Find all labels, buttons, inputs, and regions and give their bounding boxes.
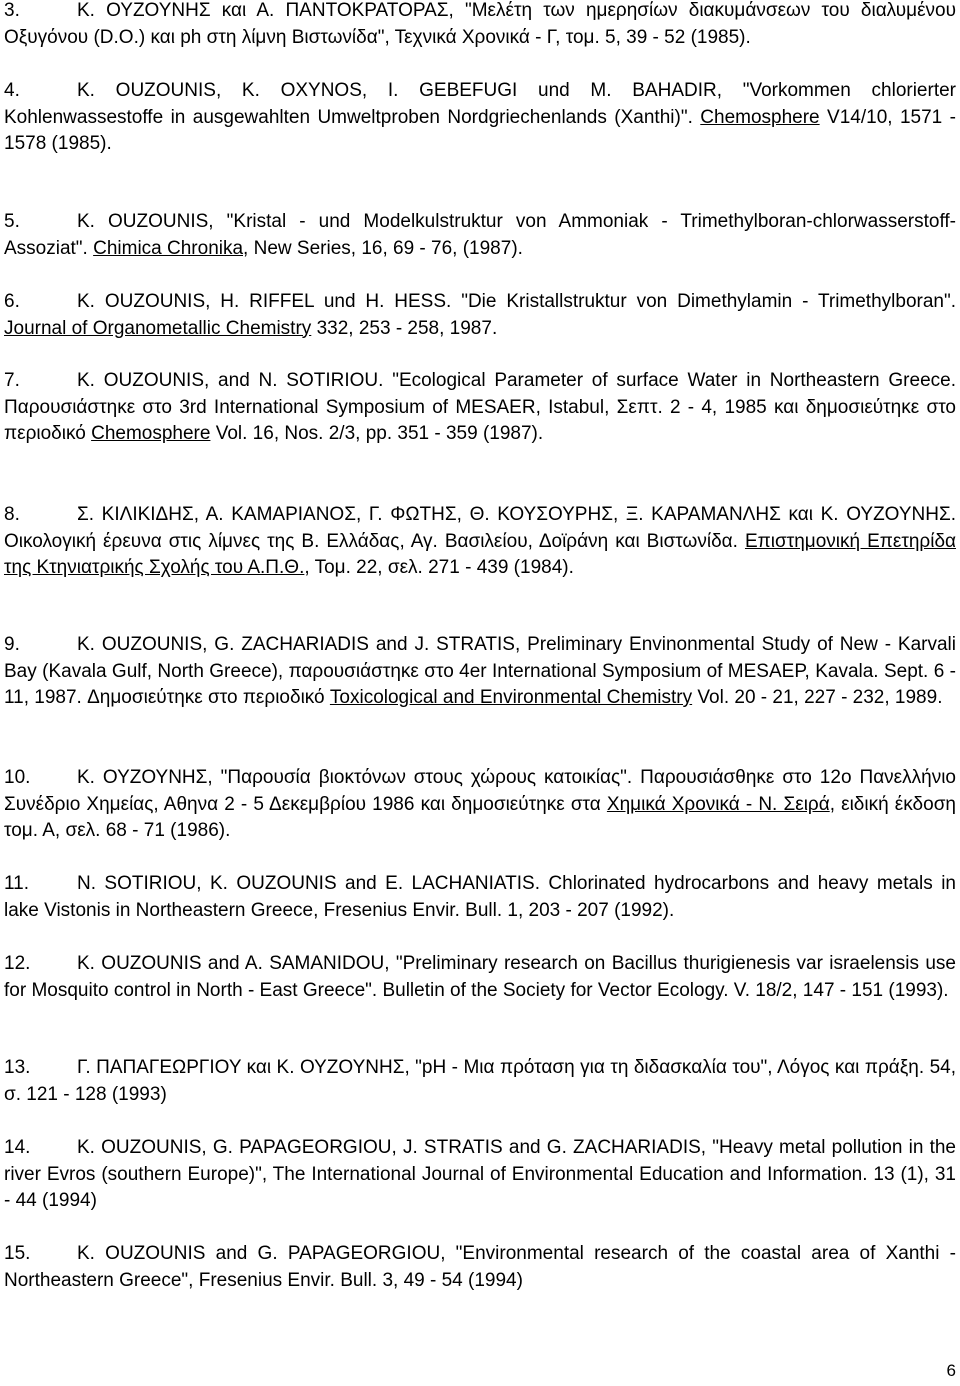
reference-text-tail: Vol. 20 - 21, 227 - 232, 1989. xyxy=(692,687,943,708)
journal-title: Chemosphere xyxy=(91,423,211,444)
reference-text: K. OUZOUNIS, H. RIFFEL und H. HESS. "Die Kristallstruktur von Dimethylamin - Trimethylboran". xyxy=(77,291,956,312)
journal-title: Toxicological and Environmental Chemistry xyxy=(329,687,693,708)
journal-title: Journal of Organometallic Chemistry xyxy=(4,317,312,339)
reference-text: K. OUZOUNIS and A. SAMANIDOU, "Preliminary research on Bacillus thurigienesis var israelensis use for Mosquito control in North - East Greece". Bulletin of the Society for Vector Ecology. V. 18/2, 147 - 151 (1993). xyxy=(4,953,956,1001)
reference-text: K. OUZOUNIS, "Kristal - und Modelkulstruktur von Ammoniak - Trimethylboran-chlorwasserstoff-Assoziat". xyxy=(4,211,956,259)
reference-number: 5. xyxy=(4,211,20,232)
reference-number: 3. xyxy=(4,0,20,21)
reference-text: K. OUZOUNIS, K. OXYNOS, I. GEBEFUGI und M. BAHADIR, "Vorkommen chlorierter Kohlenwassestoffe in ausgewahlten Umweltproben Nordgriechenlands (Xanthi)". xyxy=(4,80,956,128)
reference-11 xyxy=(4,871,956,924)
reference-6 xyxy=(4,289,956,342)
reference-number: 11. xyxy=(4,873,30,894)
reference-15 xyxy=(4,1241,956,1294)
reference-number: 14. xyxy=(4,1137,31,1158)
reference-text: Σ. ΚΙΛΙΚΙΔΗΣ, Α. ΚΑΜΑΡΙΑΝΟΣ, Γ. ΦΩΤΗΣ, Θ. ΚΟΥΣΟΥΡΗΣ, Ξ. ΚΑΡΑΜΑΝΛΗΣ και Κ. ΟΥΖΟΥΝΗΣ. Οικολογική έρευνα στις λίμνες της Β. Ελλάδας, Αγ. Βασιλείου, Δοϊράνη και Βιστωνίδα. xyxy=(4,504,956,552)
reference-3 xyxy=(4,0,956,51)
reference-14 xyxy=(4,1135,956,1215)
journal-title: Chimica Chronika, xyxy=(93,237,249,259)
page-number: 6 xyxy=(946,1361,956,1380)
reference-number: 10. xyxy=(4,767,31,788)
reference-text: Γ. ΠΑΠΑΓΕΩΡΓΙΟΥ και Κ. ΟΥΖΟΥΝΗΣ, "pH - Μια πρόταση για τη διδασκαλία του", Λόγος και πράξη. 54, σ. 121 - 128 (1993) xyxy=(4,1057,956,1105)
reference-number: 9. xyxy=(4,634,20,655)
reference-8 xyxy=(4,502,956,582)
reference-number: 6. xyxy=(4,291,20,312)
reference-4 xyxy=(4,78,956,158)
reference-7 xyxy=(4,368,956,448)
journal-title: Χημικά Χρονικά - Ν. Σειρά xyxy=(606,793,830,815)
reference-number: 13. xyxy=(4,1057,31,1078)
reference-text: K. OUZOUNIS, and N. SOTIRIOU. "Ecological Parameter of surface Water in Northeastern Greece. Παρουσιάστηκε στο 3rd International Symposium of MESAER, Istabul, Σεπτ. 2 - 4, 1985 και δημοσιεύτηκε στο περιοδικό xyxy=(4,370,956,444)
reference-text: Κ. ΟΥΖΟΥΝΗΣ, "Παρουσία βιοκτόνων στους χώρους κατοικίας". Παρουσιάσθηκε στο 12ο Πανελλήνιο Συνέδριο Χημείας, Αθηνα 2 - 5 Δεκεμβρίου 1986 και δημοσιεύτηκε στα xyxy=(4,767,956,815)
reference-number: 4. xyxy=(4,80,20,101)
reference-number: 12. xyxy=(4,953,31,974)
reference-text-tail: , ειδική έκδοση τομ. Α, σελ. 68 - 71 (1986). xyxy=(4,793,956,841)
reference-text: K. OUZOUNIS, G. ZACHARIADIS and J. STRATIS, Preliminary Envinonmental Study of New - Karvali Bay (Kavala Gulf, North Greece), παρουσιάστηκε στο 4er International Symposium of MESAEP, Kavala. Sept. 6 - 11, 1987. Δημοσιεύτηκε στο περιοδικό xyxy=(4,634,956,708)
reference-text-tail: 332, 253 - 258, 1987. xyxy=(311,317,498,339)
reference-13 xyxy=(4,1055,956,1108)
reference-text: N. SOTIRIOU, K. OUZOUNIS and E. LACHANIATIS. Chlorinated hydrocarbons and heavy metals in lake Vistonis in Northeastern Greece, Fresenius Envir. Bull. 1, 203 - 207 (1992). xyxy=(4,873,956,921)
reference-12 xyxy=(4,951,956,1004)
reference-text: Κ. ΟΥΖΟΥΝΗΣ και Α. ΠΑΝΤΟΚΡΑΤΟΡΑΣ, "Μελέτη των ημερησίων διακυμάνσεων του διαλυμένου Οξυγόνου (D.O.) και ph στη λίμνη Βιστωνίδα", Τεχνικά Χρονικά - Γ, τομ. 5, 39 - 52 (1985). xyxy=(4,0,956,48)
reference-text-tail: New Series, 16, 69 - 76, (1987). xyxy=(248,237,523,259)
reference-10 xyxy=(4,765,956,845)
reference-5 xyxy=(4,209,956,262)
reference-text-tail: V14/10, 1571 - 1578 (1985). xyxy=(4,106,956,154)
journal-title: Επιστημονική Επετηρίδα της Κτηνιατρικής Σχολής του Α.Π.Θ. xyxy=(4,530,957,578)
reference-number: 7. xyxy=(4,370,20,391)
journal-title: Chemosphere xyxy=(700,106,820,128)
reference-text: K. OUZOUNIS, G. PAPAGEORGIOU, J. STRATIS and G. ZACHARIADIS, "Heavy metal pollution in the river Evros (southern Europe)", The International Journal of Environmental Education and Information. 13 (1), 31 - 44 (1994) xyxy=(4,1137,956,1211)
reference-text-tail: , Τομ. 22, σελ. 271 - 439 (1984). xyxy=(304,557,574,578)
reference-number: 8. xyxy=(4,504,20,525)
reference-9 xyxy=(4,632,956,712)
reference-text: K. OUZOUNIS and G. PAPAGEORGIOU, "Environmental research of the coastal area of Xanthi - Northeastern Greece", Fresenius Envir. Bull. 3, 49 - 54 (1994) xyxy=(4,1243,956,1291)
reference-text-tail: Vol. 16, Nos. 2/3, pp. 351 - 359 (1987). xyxy=(210,423,544,444)
reference-number: 15. xyxy=(4,1243,31,1264)
